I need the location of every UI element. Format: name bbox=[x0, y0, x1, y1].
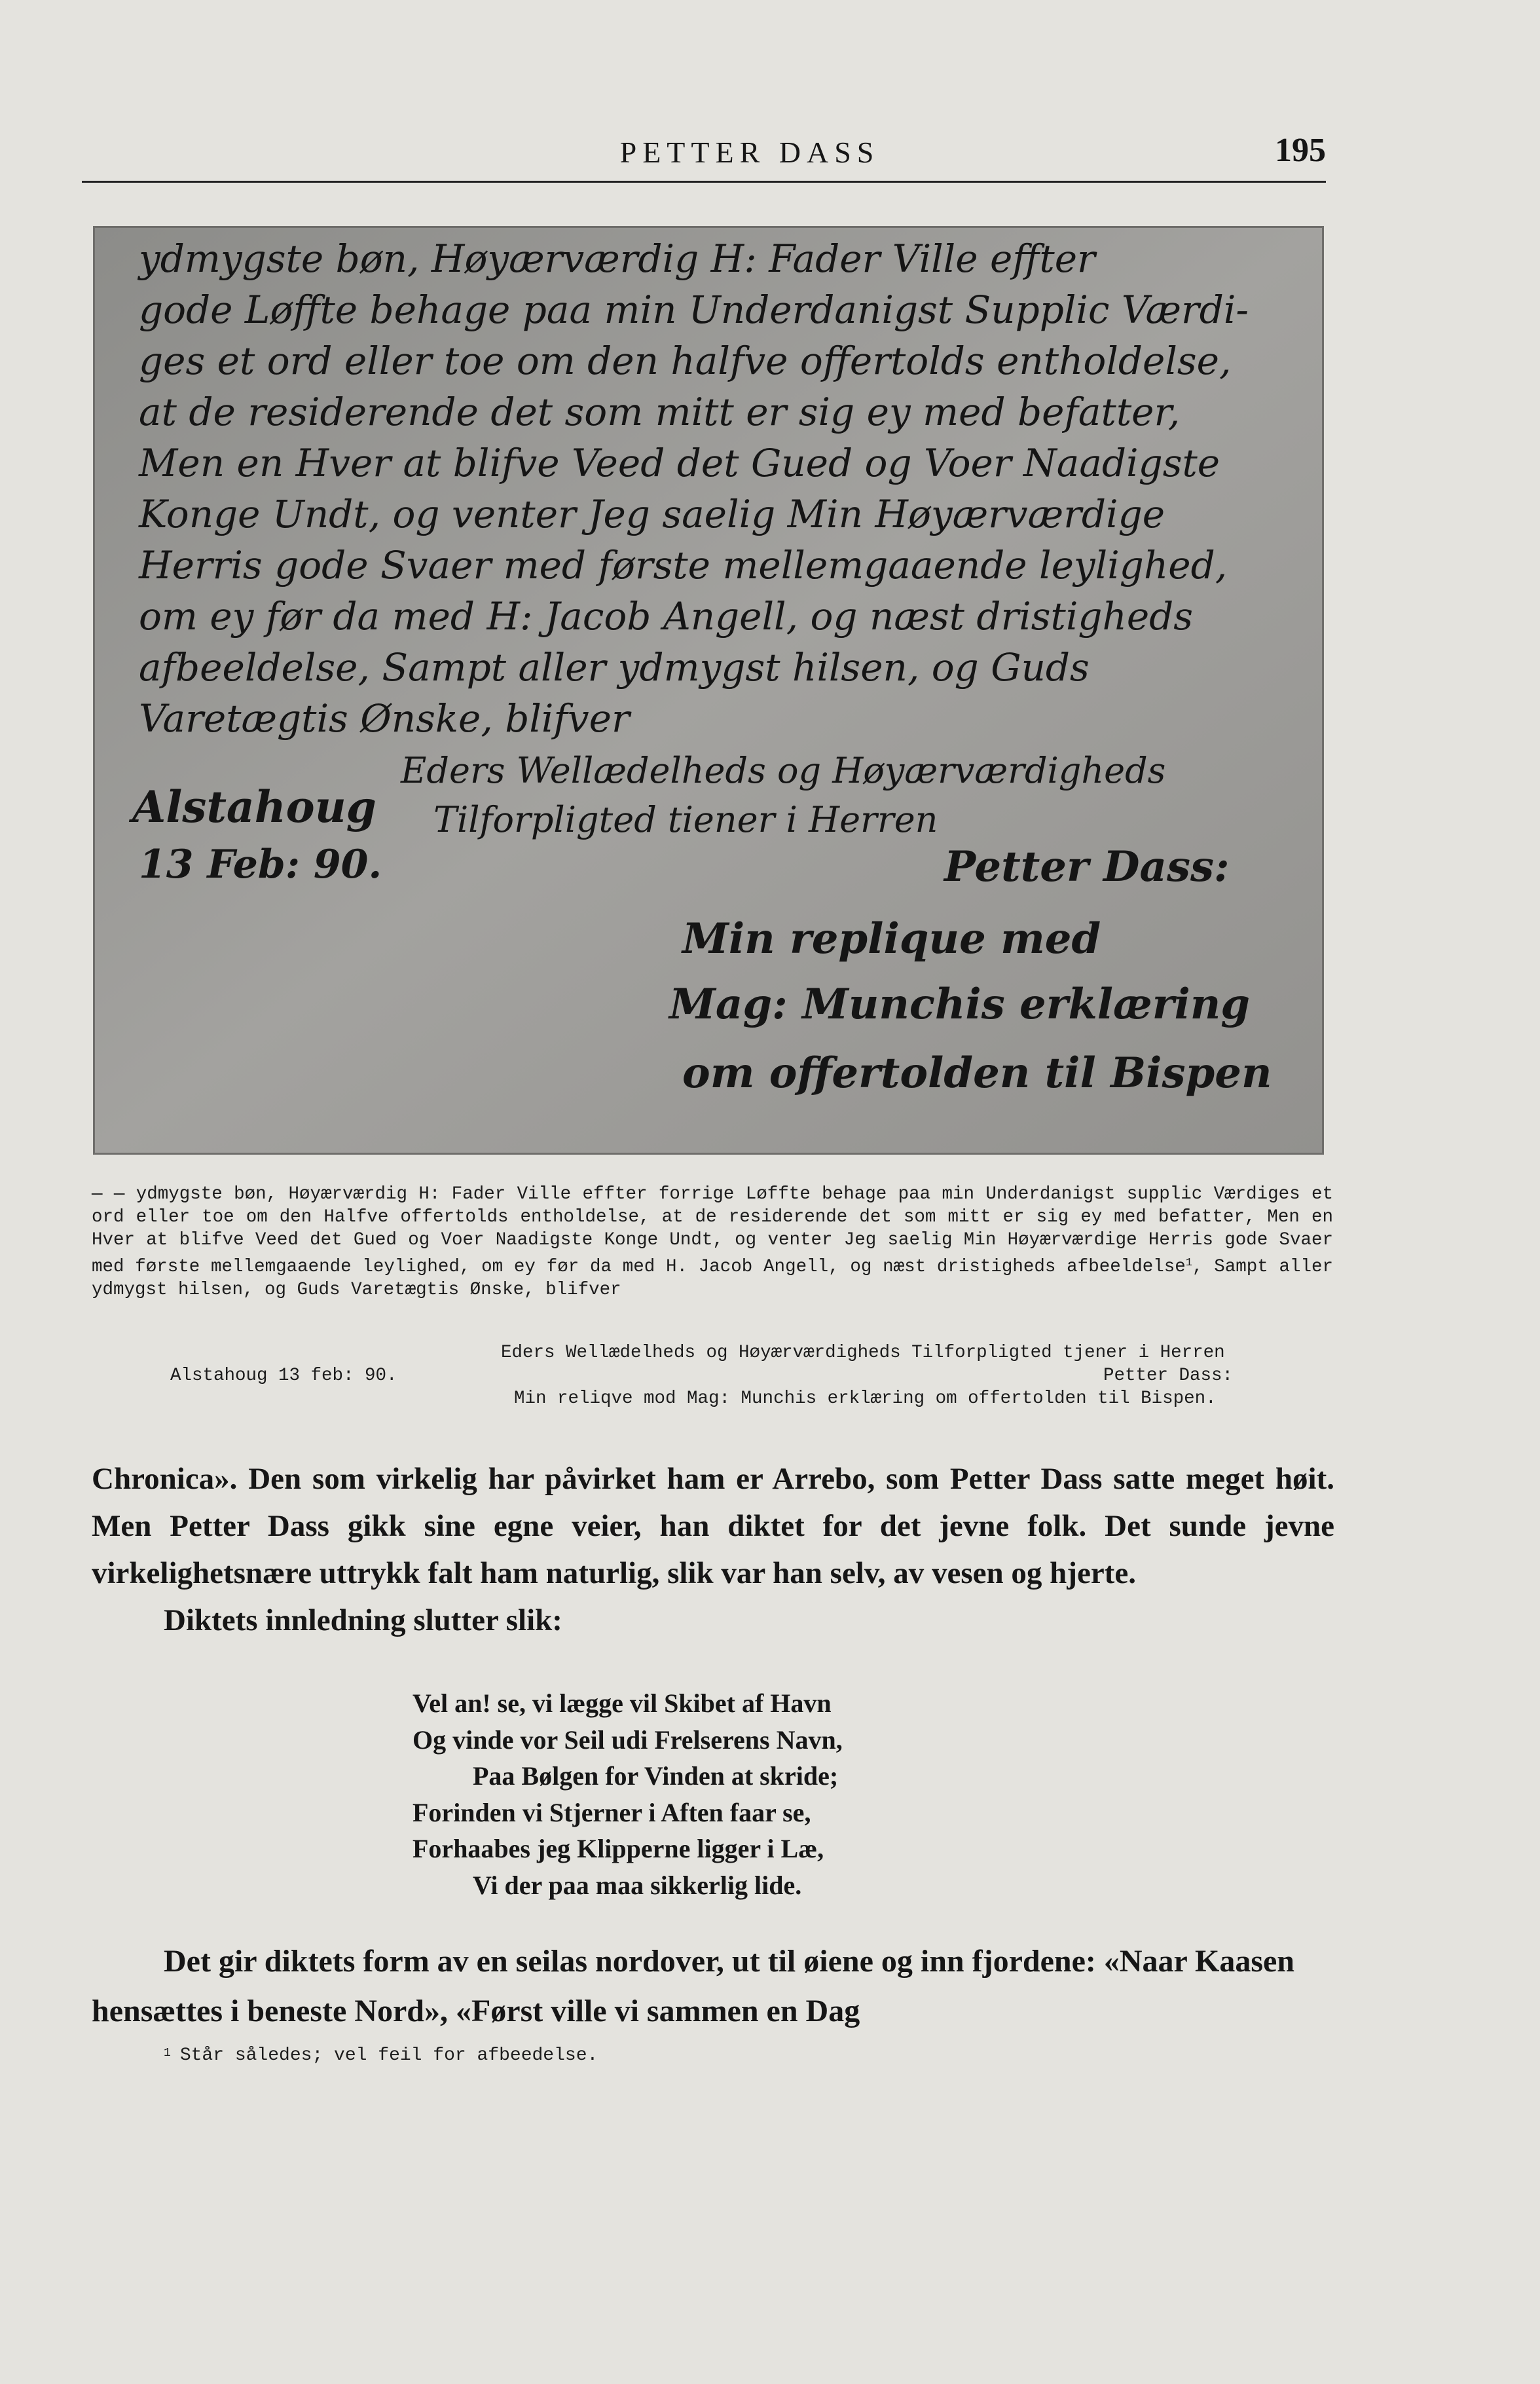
caption-note: Min reliqve mod Mag: Munchis erklæring om offertolden til Bispen. bbox=[514, 1388, 1217, 1409]
running-header bbox=[82, 131, 1326, 183]
letter-closing-line: Tilforpligted tiener i Herren bbox=[433, 799, 938, 840]
footnote-text: Står således; vel feil for afbeedelse. bbox=[179, 2045, 598, 2066]
facsimile-caption bbox=[92, 1183, 1333, 1409]
footnote bbox=[164, 2045, 598, 2066]
paragraph: Chronica». Den som virkelig har påvirket ham er Arrebo, som Petter Dass satte meget høit. Men Petter Dass gikk sine egne veier, han diktet for det jevne folk. Det sunde jevne virkelighetsnære uttrykk falt ham naturlig, slik var han selv, av vesen og hjerte. bbox=[92, 1462, 1334, 1590]
caption-place-date: Alstahoug 13 feb: 90. bbox=[170, 1366, 397, 1386]
paragraph: Det gir diktets form av en seilas nordover, ut til øiene og inn fjordene: «Naar Kaasen hensættes i beneste Nord», «Først ville vi sammen en Dag bbox=[92, 1944, 1294, 2028]
facsimile-image bbox=[93, 226, 1324, 1155]
letter-note-line: om offertolden til Bispen bbox=[682, 1049, 1272, 1098]
letter-date: 13 Feb: 90. bbox=[139, 842, 382, 887]
footnote-reference: 1 bbox=[1185, 1257, 1192, 1269]
letter-note-line: Min replique med bbox=[682, 914, 1101, 963]
caption-text: — — ydmygste bøn, Høyærværdig H: Fader Ville effter forrige Løffte behage paa min Underdanigst supplic Værdiges et ord eller toe om den Halfve offertolds entholdelse, at de residerende det som mitt er sig ey med befatter, Men en Hver at blifve Veed det Gued og Voer Naadigste Konge Undt, og venter Jeg saelig Min Høyærværdige Herris gode Svaer med første mellemgaaende leylighed, om ey før da med H. Jacob Angell, og næst dristigheds afbeeldelse bbox=[92, 1184, 1333, 1277]
letter-line: Herris gode Svaer med første mellemgaaende leylighed, bbox=[139, 543, 1228, 587]
caption-closing: Eders Wellædelheds og Høyærværdigheds Tilforpligted tjener i Herren bbox=[501, 1343, 1225, 1363]
poem-line: Paa Bølgen for Vinden at skride; bbox=[473, 1761, 839, 1791]
poem-line: Forinden vi Stjerner i Aften faar se, bbox=[412, 1797, 811, 1827]
caption-text: , Sampt aller ydmygst hilsen, og Guds Varetægtis Ønske, blifver bbox=[92, 1257, 1333, 1300]
letter-signature: Petter Dass: bbox=[944, 842, 1230, 891]
poem-excerpt bbox=[412, 1685, 843, 1903]
letter-line: ydmygste bøn, Høyærværdig H: Fader Ville effter bbox=[139, 236, 1095, 281]
running-title: PETTER DASS bbox=[619, 136, 880, 169]
letter-closing-line: Eders Wellædelheds og Høyærværdigheds bbox=[401, 750, 1166, 791]
letter-line: at de residerende det som mitt er sig ey med befatter, bbox=[139, 390, 1181, 434]
letter-line: gode Løffte behage paa min Underdanigst Supplic Værdi- bbox=[139, 288, 1249, 332]
letter-place: Alstahoug bbox=[132, 781, 376, 832]
paragraph: Diktets innledning slutter slik: bbox=[164, 1603, 562, 1637]
footnote-marker: 1 bbox=[164, 2047, 171, 2060]
letter-line: om ey før da med H: Jacob Angell, og næst dristigheds bbox=[139, 594, 1194, 639]
header-rule bbox=[82, 181, 1326, 183]
letter-line: Varetægtis Ønske, blifver bbox=[139, 696, 630, 741]
page-number: 195 bbox=[1275, 132, 1326, 169]
body-text-continued bbox=[92, 1937, 1334, 2036]
letter-facsimile bbox=[93, 226, 1324, 1155]
poem-line: Forhaabes jeg Klipperne ligger i Læ, bbox=[412, 1834, 824, 1863]
letter-line: afbeeldelse, Sampt aller ydmygst hilsen, og Guds bbox=[139, 645, 1090, 690]
poem-line: Og vinde vor Seil udi Frelserens Navn, bbox=[412, 1724, 843, 1755]
poem-line: Vel an! se, vi lægge vil Skibet af Havn bbox=[412, 1688, 832, 1718]
poem-line: Vi der paa maa sikkerlig lide. bbox=[473, 1870, 802, 1900]
caption-signature: Petter Dass: bbox=[1103, 1366, 1234, 1386]
caption-transcription bbox=[92, 1183, 1333, 1301]
letter-line: Konge Undt, og venter Jeg saelig Min Høyærværdige bbox=[139, 492, 1165, 536]
letter-line: Men en Hver at blifve Veed det Gued og Voer Naadigste bbox=[139, 441, 1220, 485]
letter-note-line: Mag: Munchis erklæring bbox=[669, 980, 1251, 1029]
letter-line: ges et ord eller toe om den halfve offertolds entholdelse, bbox=[139, 339, 1232, 383]
body-text bbox=[92, 1455, 1334, 1644]
